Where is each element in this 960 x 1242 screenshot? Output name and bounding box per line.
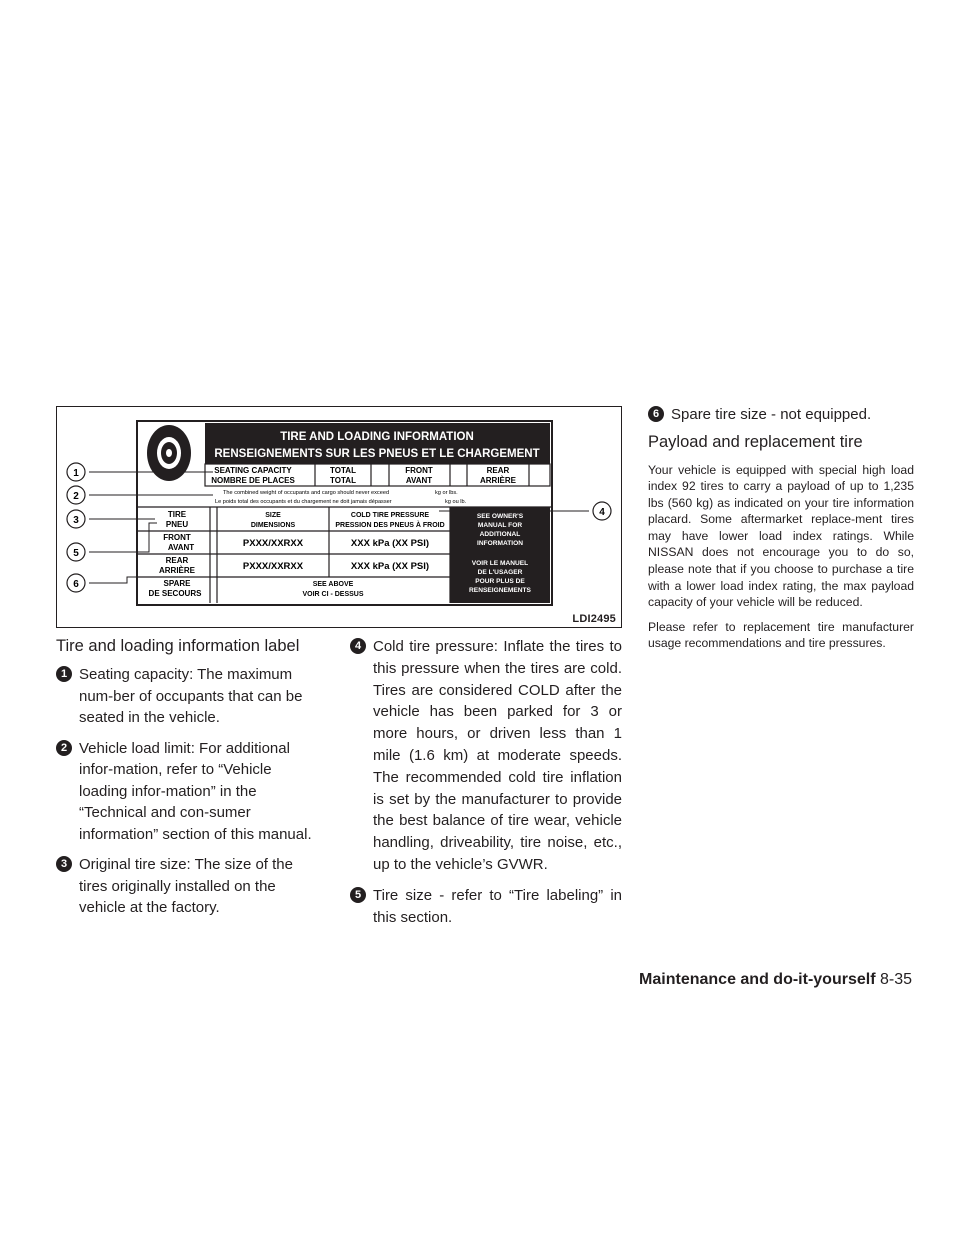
item-number-badge: 4 <box>350 638 366 654</box>
front-en: FRONT <box>405 466 433 475</box>
payload-paragraph-2: Please refer to replacement tire manufacturer usage recommendations and tire pressures. <box>648 619 914 651</box>
payload-section <box>648 404 914 660</box>
list-item <box>56 854 322 919</box>
label-section-middle <box>350 636 622 937</box>
rear-size-value: PXXX/XXRXX <box>242 561 304 572</box>
front-fr: AVANT <box>405 476 433 485</box>
item-number-badge: 6 <box>648 406 664 422</box>
callout-3: 3 <box>73 515 79 526</box>
label-section-title: Tire and loading information label <box>56 637 300 655</box>
pressure-en: COLD TIRE PRESSURE <box>350 512 430 519</box>
list-item <box>56 738 322 846</box>
total-en: TOTAL <box>330 466 356 475</box>
item-number-badge: 2 <box>56 740 72 756</box>
placard-header-fr: RENSEIGNEMENTS SUR LES PNEUS ET LE CHARGEMENT <box>214 448 540 460</box>
owners-fr-3: POUR PLUS DE <box>475 578 525 585</box>
row-rear-fr: ARRIÈRE <box>158 566 196 575</box>
combined-weight-fr-units: kg ou lb. <box>445 499 467 505</box>
list-item <box>648 404 914 426</box>
payload-paragraph-1: Your vehicle is equipped with special high load index 92 tires to carry a payload of up to 1,235 lbs (560 kg) as indicated on your tire information placard. Some aftermarket replace-ment tires may have lower load index ratings. While NISSAN does not encourage you to do so, please note that if you choose to purchase a tire with a lower load index rating, the max payload capacity of your vehicle will be reduced. <box>648 462 914 610</box>
row-rear-en: REAR <box>165 556 189 565</box>
owners-en-4: INFORMATION <box>476 540 524 547</box>
size-en: SIZE <box>265 512 281 519</box>
placard-header-en: TIRE AND LOADING INFORMATION <box>280 431 474 443</box>
tire-label-figure <box>56 406 622 628</box>
payload-section-title: Payload and replacement tire <box>648 432 863 451</box>
seating-fr: NOMBRE DE PLACES <box>211 476 295 485</box>
seating-en: SEATING CAPACITY <box>214 466 292 475</box>
front-size-value: PXXX/XXRXX <box>242 538 304 549</box>
rear-en: REAR <box>486 466 510 475</box>
item-text: Vehicle load limit: For additional infor-mation, refer to “Vehicle loading infor-mation” in the “Technical and con-sumer information” section of this manual. <box>79 739 312 843</box>
callout-5: 5 <box>73 548 79 559</box>
item-number-badge: 1 <box>56 666 72 682</box>
row-spare-fr: DE SECOURS <box>148 589 202 598</box>
figure-code: LDI2495 <box>572 613 616 625</box>
callout-1: 1 <box>73 468 79 479</box>
combined-weight-en-units: kg or lbs. <box>435 490 458 496</box>
item-text: Cold tire pressure: Inflate the tires to this pressure when the tires are cold. Tires are considered COLD after the vehicle has been parked for 3 or more hours, or driven less than 1 mile (1.6 km) at moderate speeds. The recommended cold tire inflation is set by the manufacturer to provide the best balance of tire wear, vehicle handling, driveability, tire noise, etc., up to the vehicle’s GVWR. <box>373 638 622 873</box>
owners-fr-4: RENSEIGNEMENTS <box>469 587 531 594</box>
rear-fr: ARRIÈRE <box>479 476 517 485</box>
owners-fr-1: VOIR LE MANUEL <box>471 560 529 567</box>
combined-weight-fr: Le poids total des occupants et du chargement ne doit jamais dépasser <box>215 499 392 505</box>
callout-4: 4 <box>599 507 605 518</box>
footer-section-name: Maintenance and do-it-yourself <box>639 971 876 988</box>
page-footer <box>639 971 912 989</box>
label-section-left <box>56 636 322 928</box>
combined-weight-en: The combined weight of occupants and cargo should never exceed <box>223 490 390 496</box>
footer-page-number: 8-35 <box>879 971 912 988</box>
row-front-en: FRONT <box>163 533 191 542</box>
item-text: Tire size - refer to “Tire labeling” in this section. <box>373 886 622 926</box>
owners-fr-2: DE L'USAGER <box>477 569 523 576</box>
item-number-badge: 3 <box>56 856 72 872</box>
item-text: Original tire size: The size of the tires originally installed on the vehicle at the factory. <box>79 856 293 916</box>
see-above-en: SEE ABOVE <box>312 581 354 588</box>
owners-en-3: ADDITIONAL <box>479 531 521 538</box>
item-number-badge: 5 <box>350 887 366 903</box>
front-pressure-value: XXX kPa (XX PSI) <box>350 538 430 549</box>
owners-en-2: MANUAL FOR <box>477 522 523 529</box>
callout-6: 6 <box>73 579 79 590</box>
item-text: Seating capacity: The maximum num-ber of occupants that can be seated in the vehicle. <box>79 666 303 726</box>
row-front-fr: AVANT <box>167 543 195 552</box>
tire-en: TIRE <box>167 510 187 519</box>
pressure-fr: PRESSION DES PNEUS À FROID <box>335 522 445 529</box>
tire-placard-drawing <box>57 407 623 629</box>
owners-en-1: SEE OWNER'S <box>476 513 524 520</box>
list-item <box>350 885 622 929</box>
rear-pressure-value: XXX kPa (XX PSI) <box>350 561 430 572</box>
item-text: Spare tire size - not equipped. <box>671 406 872 423</box>
callout-2: 2 <box>73 491 79 502</box>
total-fr: TOTAL <box>330 476 356 485</box>
row-spare-en: SPARE <box>163 579 191 588</box>
size-fr: DIMENSIONS <box>250 522 296 529</box>
see-above-fr: VOIR CI - DESSUS <box>302 591 364 598</box>
list-item <box>56 664 322 729</box>
tire-fr: PNEU <box>165 520 189 529</box>
list-item <box>350 636 622 876</box>
tire-icon <box>147 425 191 481</box>
